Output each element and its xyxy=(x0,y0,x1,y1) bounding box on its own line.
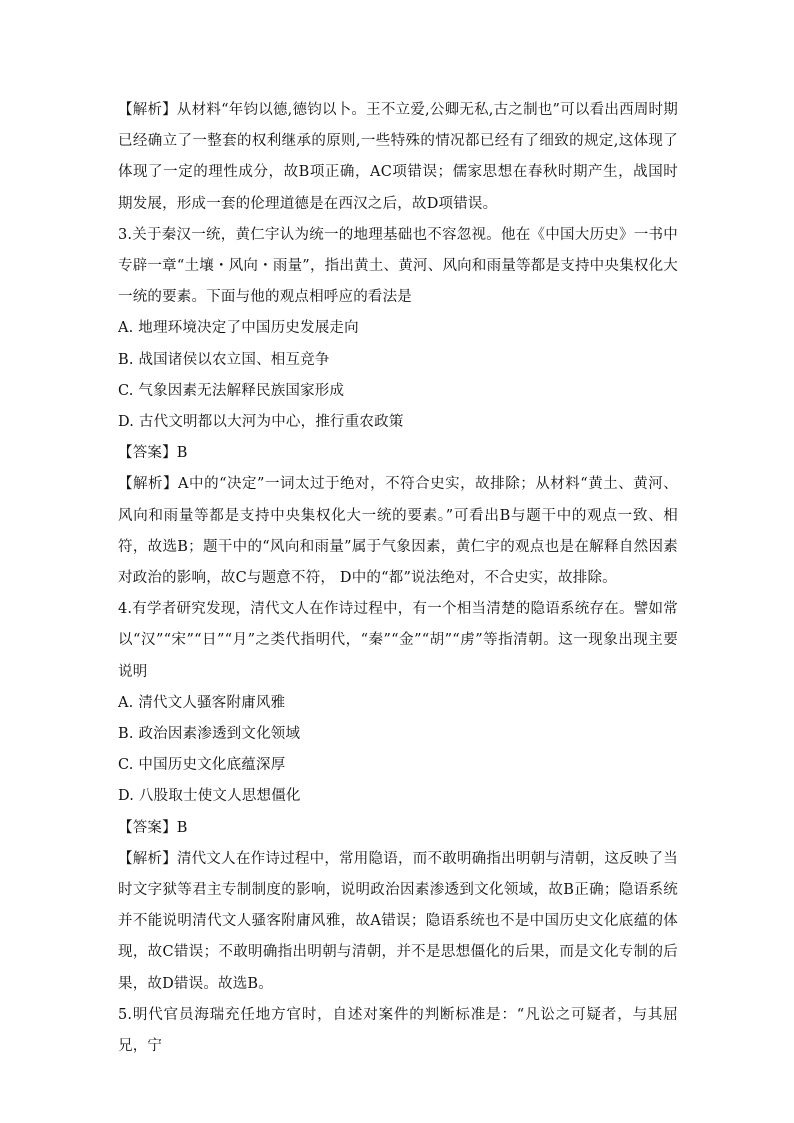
question-5: 5.明代官员海瑞充任地方官时，自述对案件的判断标准是：“凡讼之可疑者，与其屈兄，宁 xyxy=(118,1006,678,1055)
document-page xyxy=(118,95,678,1062)
analysis-q3: 【解析】A中的“决定”一词太过于绝对，不符合史实，故排除；从材料“黄土、黄河、风向和雨量等都是支持中央集权化大一统的要素。”可看出B与题干中的观点一致、相符，故选B；题干中的“风向和雨量”属于气象因素，黄仁宇的观点也是在解释自然因素对政治的影响，故C与题意不符， D中的“都”说法绝对，不合史实，故排除。 xyxy=(118,476,678,587)
q3-option-b: B. 战国诸侯以农立国、相互竞争 xyxy=(118,351,330,368)
q3-option-c: C. 气象因素无法解释民族国家形成 xyxy=(118,382,345,399)
q4-option-c: C. 中国历史文化底蕴深厚 xyxy=(118,757,286,774)
analysis-q2: 【解析】从材料“年钧以德,德钧以卜。王不立爱,公卿无私,古之制也”可以看出西周时期已经确立了一整套的权利继承的原则,一些特殊的情况都已经有了细致的规定,这体现了体现了一定的理性成分，故B项正确，AC项错误；儒家思想在春秋时期产生，战国时期发展，形成一套的伦理道德是在西汉之后，故D项错误。 xyxy=(118,102,678,212)
answer-q3: 【答案】B xyxy=(118,445,188,462)
q4-option-d: D. 八股取士使文人思想僵化 xyxy=(118,788,301,805)
analysis-q4: 【解析】清代文人在作诗过程中，常用隐语，而不敢明确指出明朝与清朝，这反映了当时文字狱等君主专制制度的影响，说明政治因素渗透到文化领域，故B正确；隐语系统并不能说明清代文人骚客附庸风雅，故A错误；隐语系统也不是中国历史文化底蕴的体现，故C错误；不敢明确指出明朝与清朝，并不是思想僵化的后果，而是文化专制的后果，故D错误。故选B。 xyxy=(118,850,678,992)
q3-option-d: D. 古代文明都以大河为中心，推行重农政策 xyxy=(118,414,404,431)
question-3: 3.关于秦汉一统，黄仁宇认为统一的地理基础也不容忽视。他在《中国大历史》一书中专辟一章“土壤・风向・雨量”，指出黄土、黄河、风向和雨量等都是支持中央集权化大一统的要素。下面与他的观点相呼应的看法是 xyxy=(118,226,678,306)
q3-option-a: A. 地理环境决定了中国历史发展走向 xyxy=(118,320,359,337)
answer-q4: 【答案】B xyxy=(118,819,188,836)
q4-option-b: B. 政治因素渗透到文化领域 xyxy=(118,726,301,743)
question-4: 4.有学者研究发现，清代文人在作诗过程中，有一个相当清楚的隐语系统存在。譬如常以“汉”“宋”“日”“月”之类代指明代，“秦”“金”“胡”“虏”等指清朝。这一现象出现主要说明 xyxy=(118,601,678,680)
q4-option-a: A. 清代文人骚客附庸风雅 xyxy=(118,694,286,711)
